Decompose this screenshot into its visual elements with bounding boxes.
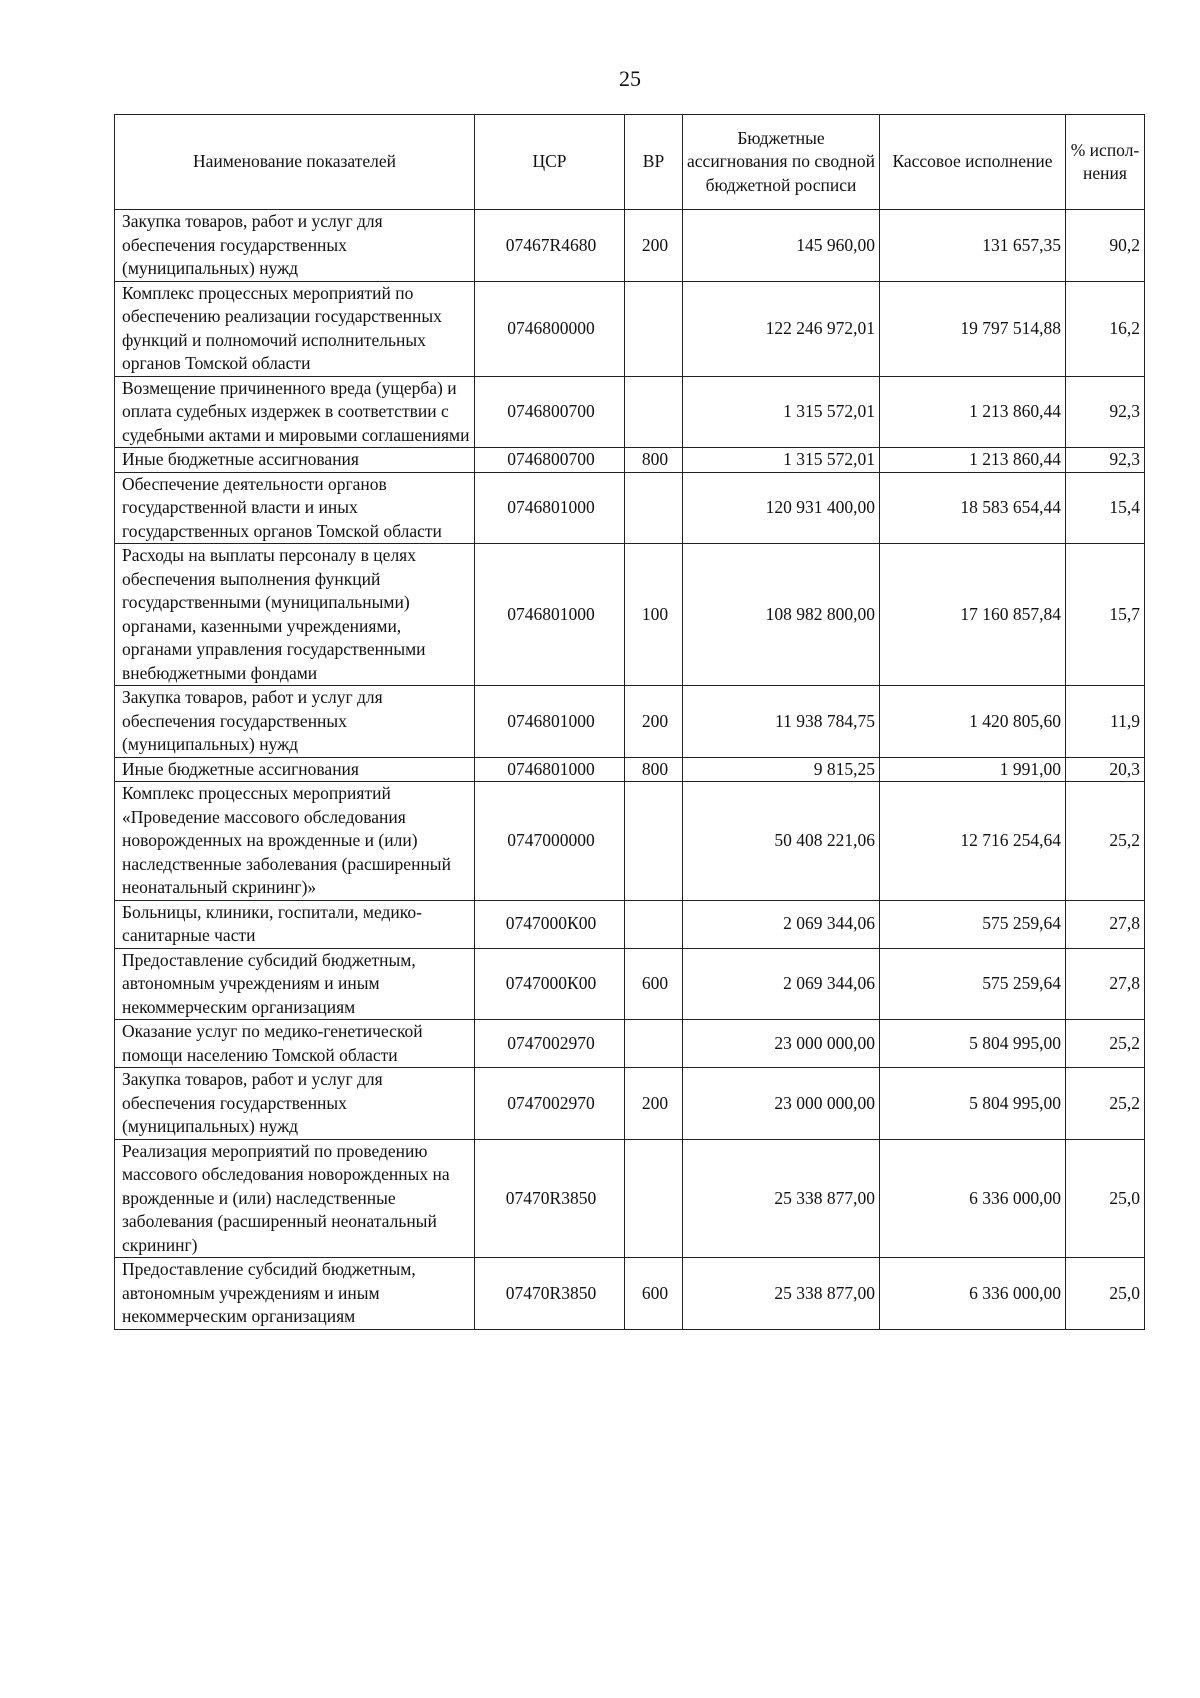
page-number: 25 bbox=[619, 66, 641, 91]
row-assigned: 108 982 800,00 bbox=[683, 544, 880, 686]
row-percent: 90,2 bbox=[1066, 210, 1145, 282]
row-name: Иные бюджетные ассигнования bbox=[115, 448, 475, 473]
row-percent: 25,2 bbox=[1066, 782, 1145, 901]
row-executed: 575 259,64 bbox=[880, 900, 1066, 948]
row-percent: 15,7 bbox=[1066, 544, 1145, 686]
table-row bbox=[115, 900, 1145, 948]
row-csr: 0747000К00 bbox=[475, 948, 625, 1020]
row-percent: 27,8 bbox=[1066, 900, 1145, 948]
row-percent: 25,0 bbox=[1066, 1139, 1145, 1258]
header-assigned: Бюджетные ассигнования по сводной бюджетной росписи bbox=[683, 115, 880, 210]
row-percent: 25,2 bbox=[1066, 1020, 1145, 1068]
row-csr: 07470R3850 bbox=[475, 1139, 625, 1258]
row-executed: 575 259,64 bbox=[880, 948, 1066, 1020]
row-name: Больницы, клиники, госпитали, медико-санитарные части bbox=[115, 900, 475, 948]
row-csr: 0747002970 bbox=[475, 1020, 625, 1068]
row-percent: 16,2 bbox=[1066, 281, 1145, 376]
row-vr bbox=[625, 1139, 683, 1258]
table-row bbox=[115, 1020, 1145, 1068]
row-vr bbox=[625, 376, 683, 448]
row-assigned: 2 069 344,06 bbox=[683, 948, 880, 1020]
row-assigned: 11 938 784,75 bbox=[683, 686, 880, 758]
row-executed: 1 420 805,60 bbox=[880, 686, 1066, 758]
row-csr: 07467R4680 bbox=[475, 210, 625, 282]
row-executed: 1 991,00 bbox=[880, 757, 1066, 782]
table-row bbox=[115, 210, 1145, 282]
table-row bbox=[115, 782, 1145, 901]
table-header-row bbox=[115, 115, 1145, 210]
header-csr: ЦСР bbox=[475, 115, 625, 210]
row-executed: 18 583 654,44 bbox=[880, 472, 1066, 544]
row-assigned: 1 315 572,01 bbox=[683, 448, 880, 473]
row-name: Предоставление субсидий бюджетным, автономным учреждениям и иным некоммерческим организациям bbox=[115, 948, 475, 1020]
row-executed: 1 213 860,44 bbox=[880, 376, 1066, 448]
row-name: Оказание услуг по медико-генетической помощи населению Томской области bbox=[115, 1020, 475, 1068]
row-assigned: 9 815,25 bbox=[683, 757, 880, 782]
budget-table bbox=[114, 114, 1145, 1330]
row-name: Закупка товаров, работ и услуг для обеспечения государственных (муниципальных) нужд bbox=[115, 686, 475, 758]
row-csr: 0746801000 bbox=[475, 686, 625, 758]
row-executed: 1 213 860,44 bbox=[880, 448, 1066, 473]
row-name: Комплекс процессных мероприятий по обеспечению реализации государственных функций и полномочий исполнительных органов Томской области bbox=[115, 281, 475, 376]
row-executed: 19 797 514,88 bbox=[880, 281, 1066, 376]
row-name: Расходы на выплаты персоналу в целях обеспечения выполнения функций государственными (муниципальными) органами, казенными учреждениями, органами управления государственными внебюджетными фондами bbox=[115, 544, 475, 686]
row-vr: 200 bbox=[625, 210, 683, 282]
row-vr: 200 bbox=[625, 1068, 683, 1140]
row-name: Предоставление субсидий бюджетным, автономным учреждениям и иным некоммерческим организациям bbox=[115, 1258, 475, 1330]
header-vr: ВР bbox=[625, 115, 683, 210]
row-vr bbox=[625, 1020, 683, 1068]
row-name: Комплекс процессных мероприятий «Проведение массового обследования новорожденных на врожденные и (или) наследственные заболевания (расширенный неонатальный скрининг)» bbox=[115, 782, 475, 901]
row-percent: 92,3 bbox=[1066, 448, 1145, 473]
row-vr: 600 bbox=[625, 948, 683, 1020]
row-percent: 25,2 bbox=[1066, 1068, 1145, 1140]
table-row bbox=[115, 1258, 1145, 1330]
row-csr: 07470R3850 bbox=[475, 1258, 625, 1330]
row-assigned: 122 246 972,01 bbox=[683, 281, 880, 376]
row-executed: 6 336 000,00 bbox=[880, 1258, 1066, 1330]
row-executed: 5 804 995,00 bbox=[880, 1020, 1066, 1068]
table-row bbox=[115, 376, 1145, 448]
row-executed: 12 716 254,64 bbox=[880, 782, 1066, 901]
row-vr: 800 bbox=[625, 757, 683, 782]
header-executed: Кассовое исполнение bbox=[880, 115, 1066, 210]
row-percent: 20,3 bbox=[1066, 757, 1145, 782]
row-assigned: 2 069 344,06 bbox=[683, 900, 880, 948]
row-assigned: 25 338 877,00 bbox=[683, 1258, 880, 1330]
table-row bbox=[115, 757, 1145, 782]
row-assigned: 23 000 000,00 bbox=[683, 1068, 880, 1140]
table-row bbox=[115, 948, 1145, 1020]
row-executed: 17 160 857,84 bbox=[880, 544, 1066, 686]
table-row bbox=[115, 686, 1145, 758]
row-vr: 800 bbox=[625, 448, 683, 473]
table-row bbox=[115, 472, 1145, 544]
row-csr: 0746800700 bbox=[475, 448, 625, 473]
row-csr: 0746800700 bbox=[475, 376, 625, 448]
row-name: Обеспечение деятельности органов государственной власти и иных государственных органов Томской области bbox=[115, 472, 475, 544]
table-row bbox=[115, 448, 1145, 473]
row-name: Иные бюджетные ассигнования bbox=[115, 757, 475, 782]
row-assigned: 23 000 000,00 bbox=[683, 1020, 880, 1068]
row-executed: 5 804 995,00 bbox=[880, 1068, 1066, 1140]
row-vr bbox=[625, 281, 683, 376]
row-csr: 0747000К00 bbox=[475, 900, 625, 948]
row-percent: 92,3 bbox=[1066, 376, 1145, 448]
row-csr: 0746801000 bbox=[475, 472, 625, 544]
row-vr: 600 bbox=[625, 1258, 683, 1330]
header-percent: % испол-нения bbox=[1066, 115, 1145, 210]
row-percent: 11,9 bbox=[1066, 686, 1145, 758]
row-name: Закупка товаров, работ и услуг для обеспечения государственных (муниципальных) нужд bbox=[115, 1068, 475, 1140]
row-percent: 15,4 bbox=[1066, 472, 1145, 544]
table-row bbox=[115, 544, 1145, 686]
row-vr: 100 bbox=[625, 544, 683, 686]
table-row bbox=[115, 281, 1145, 376]
row-vr bbox=[625, 472, 683, 544]
row-name: Закупка товаров, работ и услуг для обеспечения государственных (муниципальных) нужд bbox=[115, 210, 475, 282]
table-row bbox=[115, 1068, 1145, 1140]
row-name: Реализация мероприятий по проведению массового обследования новорожденных на врожденные и (или) наследственные заболевания (расширенный неонатальный скрининг) bbox=[115, 1139, 475, 1258]
row-name: Возмещение причиненного вреда (ущерба) и оплата судебных издержек в соответствии с судебными актами и мировыми соглашениями bbox=[115, 376, 475, 448]
row-vr bbox=[625, 782, 683, 901]
row-assigned: 1 315 572,01 bbox=[683, 376, 880, 448]
row-assigned: 50 408 221,06 bbox=[683, 782, 880, 901]
row-csr: 0747002970 bbox=[475, 1068, 625, 1140]
row-executed: 6 336 000,00 bbox=[880, 1139, 1066, 1258]
table-row bbox=[115, 1139, 1145, 1258]
row-percent: 25,0 bbox=[1066, 1258, 1145, 1330]
header-name: Наименование показателей bbox=[115, 115, 475, 210]
row-vr: 200 bbox=[625, 686, 683, 758]
row-csr: 0747000000 bbox=[475, 782, 625, 901]
row-executed: 131 657,35 bbox=[880, 210, 1066, 282]
row-vr bbox=[625, 900, 683, 948]
row-csr: 0746801000 bbox=[475, 757, 625, 782]
row-csr: 0746800000 bbox=[475, 281, 625, 376]
row-csr: 0746801000 bbox=[475, 544, 625, 686]
row-assigned: 120 931 400,00 bbox=[683, 472, 880, 544]
row-assigned: 145 960,00 bbox=[683, 210, 880, 282]
row-percent: 27,8 bbox=[1066, 948, 1145, 1020]
row-assigned: 25 338 877,00 bbox=[683, 1139, 880, 1258]
